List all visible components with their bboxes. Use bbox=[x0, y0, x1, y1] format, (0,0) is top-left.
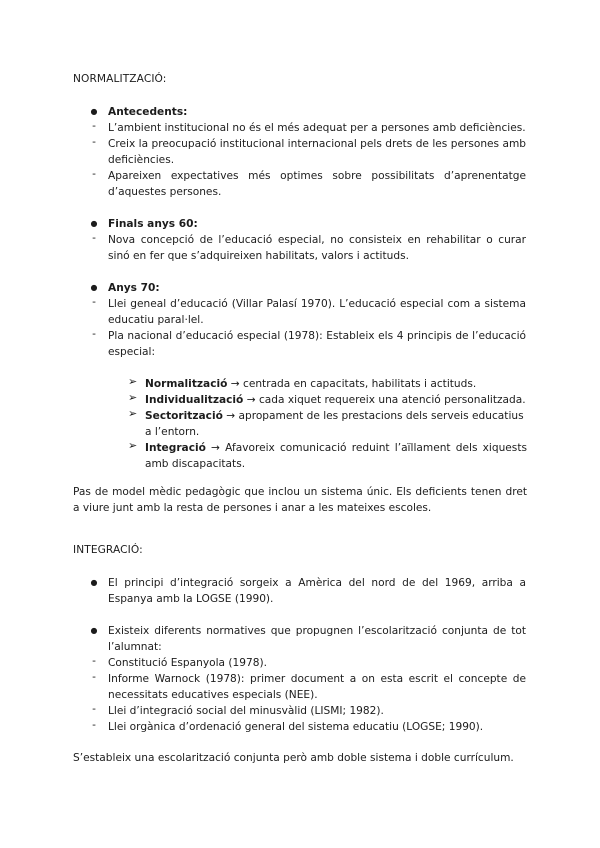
closing-paragraph: S’estableix una escolarització conjunta però amb doble sistema i doble currículum. bbox=[73, 752, 514, 764]
dash-icon: - bbox=[92, 655, 96, 667]
arrow-bullet-icon: ➢ bbox=[128, 407, 138, 420]
bullet-icon: ● bbox=[90, 219, 98, 228]
closing-paragraph: Pas de model mèdic pedagògic que inclou un sistema únic. Els deficients tenen dret a viure junt amb la resta de persones i anar a les mateixes escoles. bbox=[73, 486, 527, 514]
subheading-anys-70: Anys 70: bbox=[108, 282, 160, 294]
principle-desc: → cada xiquet requereix una atenció personalitzada. bbox=[243, 394, 526, 406]
bullet-paragraph: Existeix diferents normatives que propugnen l’escolarització conjunta de tot l’alumnat: bbox=[108, 625, 526, 653]
dash-icon: - bbox=[92, 703, 96, 715]
principle-term: Normalització bbox=[145, 378, 228, 390]
principle-desc: → centrada en capacitats, habilitats i actituds. bbox=[227, 378, 477, 390]
principle-item bbox=[145, 440, 527, 472]
principle-item bbox=[145, 392, 527, 408]
bullet-paragraph: El principi d’integració sorgeix a Amèrica del nord de del 1969, arriba a Espanya amb la LOGSE (1990). bbox=[108, 577, 526, 605]
dash-icon: - bbox=[92, 168, 96, 180]
principle-term: Sectorització bbox=[145, 410, 223, 422]
list-item: Llei geneal d’educació (Villar Palasí 1970). L’educació especial com a sistema educatiu paral·lel. bbox=[108, 298, 526, 326]
arrow-bullet-icon: ➢ bbox=[128, 439, 138, 452]
principle-term: Individualització bbox=[145, 394, 244, 406]
dash-icon: - bbox=[92, 328, 96, 340]
bullet-icon: ● bbox=[90, 578, 98, 587]
list-item: Apareixen expectatives més optimes sobre possibilitats d’aprenentatge d’aquestes persones. bbox=[108, 170, 526, 198]
list-item: Pla nacional d’educació especial (1978): Estableix els 4 principis de l’educació especial: bbox=[108, 330, 526, 358]
arrow-bullet-icon: ➢ bbox=[128, 375, 138, 388]
dash-icon: - bbox=[92, 136, 96, 148]
list-item: Llei d’integració social del minusvàlid (LISMI; 1982). bbox=[108, 705, 384, 717]
dash-icon: - bbox=[92, 232, 96, 244]
principle-item bbox=[145, 376, 527, 392]
principle-term: Integració bbox=[145, 442, 206, 454]
principle-desc: → apropament de les prestacions dels serveis educatius a l’entorn. bbox=[145, 410, 524, 438]
list-item: Constitució Espanyola (1978). bbox=[108, 657, 267, 669]
dash-icon: - bbox=[92, 719, 96, 731]
bullet-icon: ● bbox=[90, 626, 98, 635]
list-item: L’ambient institucional no és el més adequat per a persones amb deficiències. bbox=[108, 122, 526, 134]
dash-icon: - bbox=[92, 120, 96, 132]
list-item: Informe Warnock (1978): primer document a on esta escrit el concepte de necessitats educatives especials (NEE). bbox=[108, 673, 526, 701]
list-item: Creix la preocupació institucional internacional pels drets de les persones amb deficiències. bbox=[108, 138, 526, 166]
list-item: Llei orgànica d’ordenació general del sistema educatiu (LOGSE; 1990). bbox=[108, 721, 484, 733]
section-heading-normalitzacio: NORMALITZACIÓ: bbox=[73, 73, 167, 85]
bullet-icon: ● bbox=[90, 283, 98, 292]
dash-icon: - bbox=[92, 671, 96, 683]
principle-desc: → Afavoreix comunicació reduint l’aïllament dels xiquests amb discapacitats. bbox=[145, 442, 527, 470]
list-item: Nova concepció de l’educació especial, no consisteix en rehabilitar o curar sinó en fer que s’adquireixen habilitats, valors i actituds. bbox=[108, 234, 526, 262]
principle-item bbox=[145, 408, 527, 440]
bullet-icon: ● bbox=[90, 107, 98, 116]
section-heading-integracio: INTEGRACIÓ: bbox=[73, 544, 143, 556]
subheading-finals-60: Finals anys 60: bbox=[108, 218, 198, 230]
subheading-antecedents: Antecedents: bbox=[108, 106, 188, 118]
dash-icon: - bbox=[92, 296, 96, 308]
arrow-bullet-icon: ➢ bbox=[128, 391, 138, 404]
